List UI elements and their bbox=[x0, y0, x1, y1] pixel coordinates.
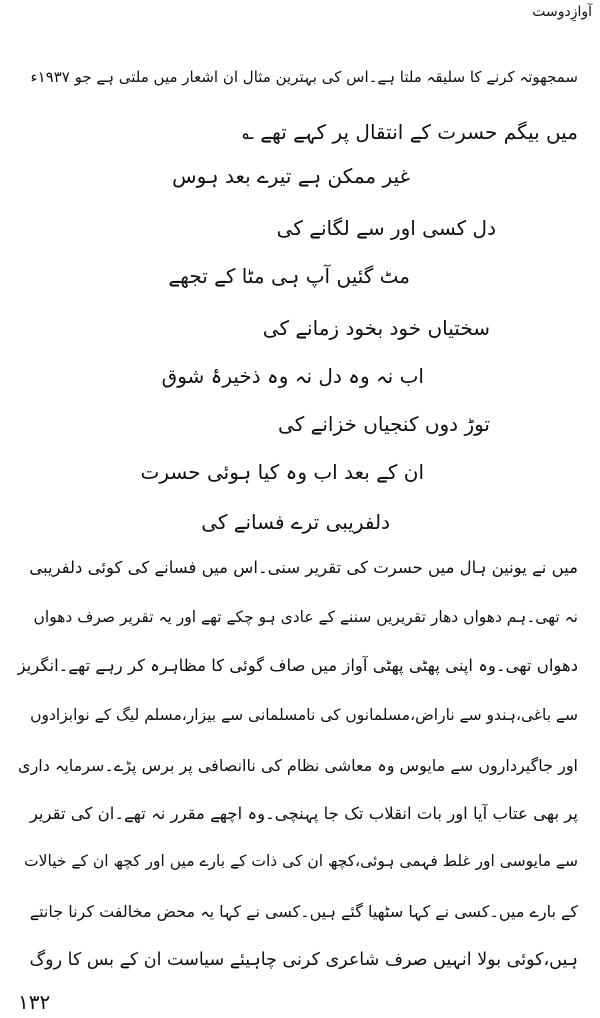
verse-line: مٹ گئیں آپ ہی مٹا کے تجھے bbox=[168, 264, 410, 288]
verse-line: سختیاں خود بخود زمانے کی bbox=[262, 316, 490, 340]
paragraph-line: دھواں تھی۔وہ اپنی پھٹی پھٹی آواز میں صاف گوئی کا مظاہرہ کر رہے تھے۔انگریز bbox=[17, 656, 578, 675]
intro-line: سمجھوتہ کرنے کا سلیقہ ملتا ہے۔اس کی بہترین مثال ان اشعار میں ملتی ہے جو ۱۹۳۷ء bbox=[30, 68, 578, 86]
intro-line: میں بیگم حسرت کے انتقال پر کہے تھے ؎ bbox=[242, 120, 578, 144]
paragraph-line: اور جاگیرداروں سے مایوس وہ معاشی نظام کی ناانصافی پر برس پڑے۔سرمایہ داری bbox=[18, 756, 578, 775]
verse-line: توڑ دوں کنجیاں خزانے کی bbox=[278, 412, 490, 436]
page-number: ۱۳۲ bbox=[18, 990, 51, 1014]
paragraph-line: سے مایوسی اور غلط فہمی ہوئی،کچھ ان کی ذات کے بارے میں اور کچھ ان کے خیالات bbox=[24, 852, 578, 870]
verse-line: ان کے بعد اب وہ کیا ہوئی حسرت bbox=[140, 460, 424, 484]
verse-line: اب نہ وہ دل نہ وہ ذخیرۂ شوق bbox=[161, 364, 424, 388]
verse-line: غیر ممکن ہے تیرے بعد ہوس bbox=[172, 164, 410, 188]
paragraph-line: پر بھی عتاب آیا اور بات انقلاب تک جا پہنچی۔وہ اچھے مقرر نہ تھے۔ان کی تقریر bbox=[29, 804, 578, 823]
paragraph-line: میں نے یونین ہال میں حسرت کی تقریر سنی۔اس میں فسانے کی کوئی دلفریبی bbox=[29, 558, 578, 577]
verse-line: دل کسی اور سے لگانے کی bbox=[276, 216, 496, 240]
paragraph-line: نہ تھی۔ہم دھواں دھار تقریریں سننے کے عادی ہو چکے تھے اور یہ تقریر صرف دھواں bbox=[33, 608, 578, 626]
running-title: آوازِدوست bbox=[532, 4, 592, 20]
paragraph-line: ہیں،کوئی بولا انہیں صرف شاعری کرنی چاہیئے سیاست ان کے بس کا روگ bbox=[29, 950, 578, 970]
paragraph-line: کے بارے میں۔کسی نے کہا سٹھیا گئے ہیں۔کسی نے کہا یہ محض مخالفت کرنا جانتے bbox=[29, 902, 578, 921]
paragraph-line: سے باغی،ہندو سے ناراض،مسلمانوں کی نامسلمانی سے بیزار،مسلم لیگ کے نوابزادوں bbox=[30, 706, 578, 724]
verse-line: دلفریبی ترے فسانے کی bbox=[201, 510, 390, 534]
